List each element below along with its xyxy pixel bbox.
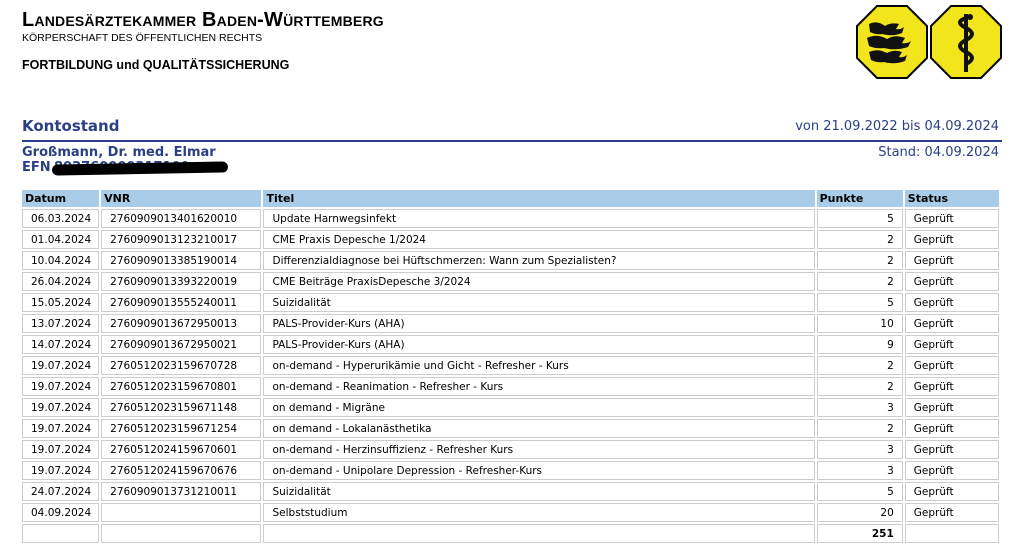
cell-status: Geprüft (905, 293, 999, 312)
cell-punkte: 9 (817, 335, 903, 354)
cell-status: Geprüft (905, 398, 999, 417)
cell-status: Geprüft (905, 314, 999, 333)
cell-datum: 13.07.2024 (22, 314, 99, 333)
table-row (22, 377, 999, 396)
title-divider (22, 140, 1002, 142)
cell-datum: 19.07.2024 (22, 419, 99, 438)
efn-label: EFN (22, 160, 51, 175)
cell-titel: on-demand - Reanimation - Refresher - Kurs (263, 377, 814, 396)
cell-punkte: 5 (817, 482, 903, 501)
cell-punkte: 2 (817, 230, 903, 249)
aesculapius-staff-icon (929, 4, 1003, 80)
table-row (22, 503, 999, 522)
table-row (22, 230, 999, 249)
cell-titel: Suizidalität (263, 293, 814, 312)
total-points: 251 (817, 524, 903, 543)
person-name: Großmann, Dr. med. Elmar (22, 145, 216, 160)
cell-titel: on-demand - Unipolare Depression - Refresher-Kurs (263, 461, 814, 480)
org-name: Landesärztekammer Baden-Württemberg (22, 9, 384, 31)
total-row (22, 524, 999, 543)
table-row (22, 440, 999, 459)
total-empty-cell (905, 524, 999, 543)
page-title: Kontostand (22, 117, 120, 135)
cell-titel: Suizidalität (263, 482, 814, 501)
cell-vnr: 2760512023159670801 (101, 377, 261, 396)
column-header-datum: Datum (22, 190, 99, 207)
cell-datum: 26.04.2024 (22, 272, 99, 291)
cell-status: Geprüft (905, 209, 999, 228)
cell-status: Geprüft (905, 461, 999, 480)
column-header-vnr: VNR (101, 190, 261, 207)
cell-status: Geprüft (905, 335, 999, 354)
cell-vnr: 2760909013401620010 (101, 209, 261, 228)
table-row (22, 482, 999, 501)
cell-vnr: 2760512024159670676 (101, 461, 261, 480)
cell-datum: 24.07.2024 (22, 482, 99, 501)
cell-titel: CME Praxis Depesche 1/2024 (263, 230, 814, 249)
cell-titel: on-demand - Herzinsuffizienz - Refresher Kurs (263, 440, 814, 459)
cell-vnr: 2760512023159671254 (101, 419, 261, 438)
cell-datum: 04.09.2024 (22, 503, 99, 522)
cell-vnr: 2760909013393220019 (101, 272, 261, 291)
cell-punkte: 2 (817, 419, 903, 438)
cell-punkte: 2 (817, 377, 903, 396)
cell-datum: 15.05.2024 (22, 293, 99, 312)
total-empty-cell (101, 524, 261, 543)
cell-status: Geprüft (905, 272, 999, 291)
table-row (22, 356, 999, 375)
table-row (22, 314, 999, 333)
cell-datum: 19.07.2024 (22, 440, 99, 459)
cell-datum: 19.07.2024 (22, 356, 99, 375)
cell-punkte: 3 (817, 440, 903, 459)
cell-vnr (101, 503, 261, 522)
cell-titel: on-demand - Hyperurikämie und Gicht - Refresher - Kurs (263, 356, 814, 375)
cell-vnr: 2760909013385190014 (101, 251, 261, 270)
department-title: FORTBILDUNG und QUALITÄTSSICHERUNG (22, 58, 290, 72)
coat-of-arms-icon (855, 4, 929, 80)
cell-datum: 06.03.2024 (22, 209, 99, 228)
cell-titel: on demand - Lokalanästhetika (263, 419, 814, 438)
cell-vnr: 2760909013672950013 (101, 314, 261, 333)
cell-datum: 19.07.2024 (22, 461, 99, 480)
cell-vnr: 2760512023159671148 (101, 398, 261, 417)
table-row (22, 293, 999, 312)
cell-datum: 10.04.2024 (22, 251, 99, 270)
cell-vnr: 2760512024159670601 (101, 440, 261, 459)
cell-vnr: 2760909013672950021 (101, 335, 261, 354)
table-row (22, 461, 999, 480)
cell-vnr: 2760909013555240011 (101, 293, 261, 312)
column-header-titel: Titel (263, 190, 814, 207)
table-row (22, 419, 999, 438)
cell-datum: 19.07.2024 (22, 398, 99, 417)
logos (855, 4, 1003, 80)
cell-punkte: 2 (817, 356, 903, 375)
cell-punkte: 2 (817, 251, 903, 270)
cell-punkte: 2 (817, 272, 903, 291)
cell-titel: Differenzialdiagnose bei Hüftschmerzen: Wann zum Spezialisten? (263, 251, 814, 270)
table-row (22, 272, 999, 291)
cell-titel: PALS-Provider-Kurs (AHA) (263, 314, 814, 333)
cell-titel: Selbststudium (263, 503, 814, 522)
points-table (20, 188, 1001, 545)
cell-datum: 01.04.2024 (22, 230, 99, 249)
efn-line (22, 160, 51, 175)
cell-punkte: 10 (817, 314, 903, 333)
cell-datum: 14.07.2024 (22, 335, 99, 354)
column-header-status: Status (905, 190, 999, 207)
cell-vnr: 2760909013731210011 (101, 482, 261, 501)
cell-punkte: 20 (817, 503, 903, 522)
cell-punkte: 5 (817, 209, 903, 228)
table-row (22, 335, 999, 354)
cell-punkte: 3 (817, 398, 903, 417)
table-row (22, 251, 999, 270)
column-header-punkte: Punkte (817, 190, 903, 207)
cell-vnr: 2760909013123210017 (101, 230, 261, 249)
cell-titel: on demand - Migräne (263, 398, 814, 417)
cell-status: Geprüft (905, 419, 999, 438)
cell-titel: Update Harnwegsinfekt (263, 209, 814, 228)
cell-status: Geprüft (905, 482, 999, 501)
table-row (22, 209, 999, 228)
cell-status: Geprüft (905, 503, 999, 522)
cell-punkte: 5 (817, 293, 903, 312)
table-row (22, 398, 999, 417)
table-body (22, 209, 999, 522)
cell-vnr: 2760512023159670728 (101, 356, 261, 375)
redaction-mark (52, 161, 228, 175)
total-empty-cell (263, 524, 814, 543)
cell-status: Geprüft (905, 230, 999, 249)
cell-punkte: 3 (817, 461, 903, 480)
cell-titel: CME Beiträge PraxisDepesche 3/2024 (263, 272, 814, 291)
total-empty-cell (22, 524, 99, 543)
org-subtitle: KÖRPERSCHAFT DES ÖFFENTLICHEN RECHTS (22, 32, 263, 44)
cell-datum: 19.07.2024 (22, 377, 99, 396)
table-header-row (22, 190, 999, 207)
cell-status: Geprüft (905, 356, 999, 375)
cell-status: Geprüft (905, 377, 999, 396)
cell-status: Geprüft (905, 251, 999, 270)
cell-status: Geprüft (905, 440, 999, 459)
period-range: von 21.09.2022 bis 04.09.2024 (795, 119, 999, 134)
cell-titel: PALS-Provider-Kurs (AHA) (263, 335, 814, 354)
stand-date: Stand: 04.09.2024 (878, 145, 999, 160)
